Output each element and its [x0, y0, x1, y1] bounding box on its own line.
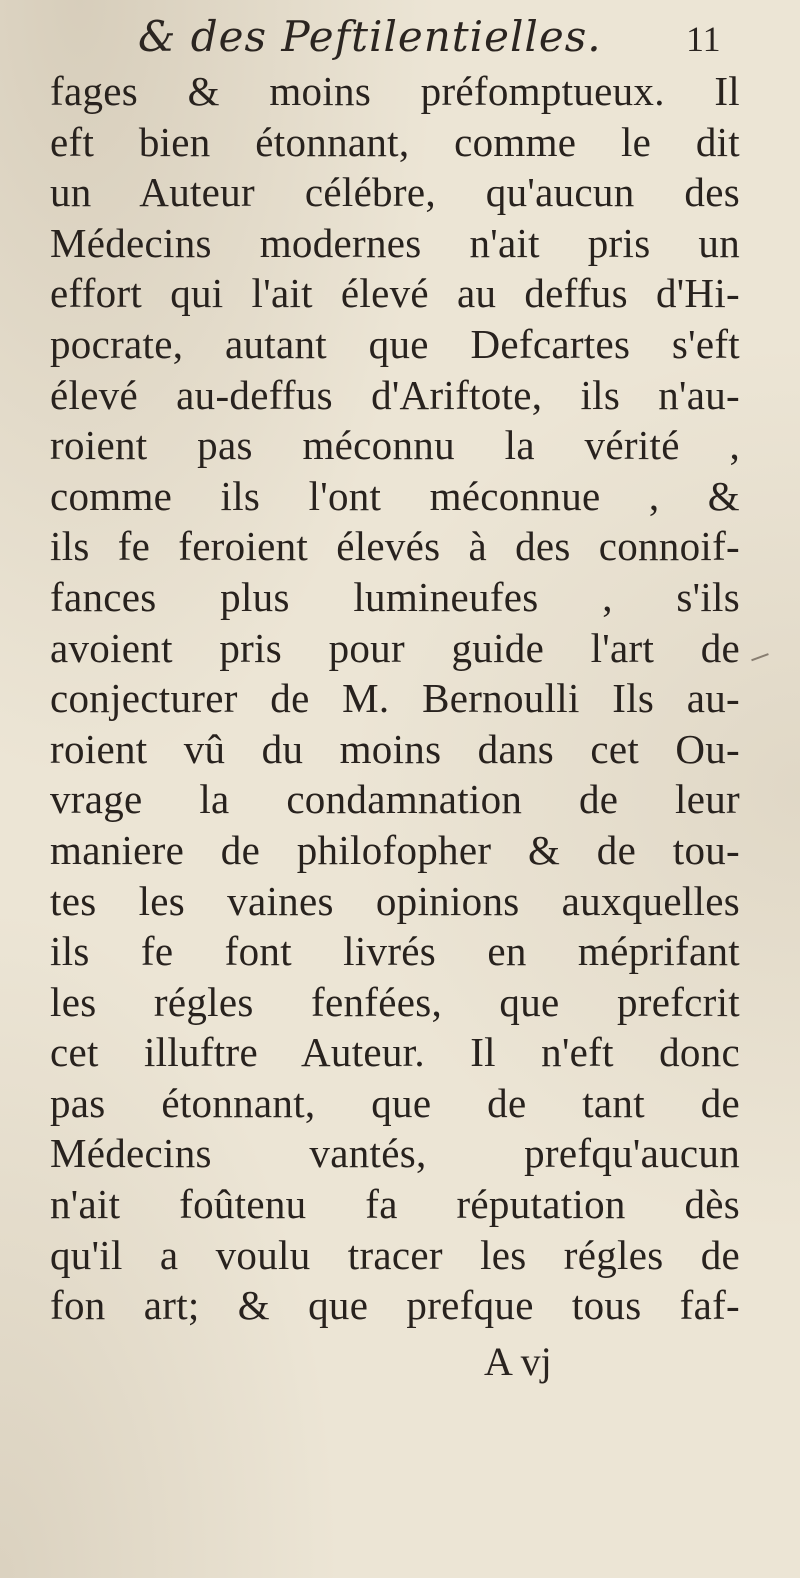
text-line: conjecturer de M. Bernoulli Ils au- — [50, 675, 740, 722]
page-number: 11 — [686, 19, 721, 59]
text-line: comme ils l'ont méconnue , & — [50, 472, 740, 519]
text-line: vrage la condamnation de leur — [50, 776, 740, 823]
text-line: maniere de philofopher & de tou- — [50, 826, 740, 873]
page-header — [0, 12, 800, 68]
text-line: fances plus lumineufes , s'ils — [50, 573, 740, 620]
text-line: eft bien étonnant, comme le dit — [50, 118, 740, 165]
text-line: ils fe font livrés en méprifant — [50, 928, 740, 975]
text-line: ils fe feroient élevés à des connoif- — [50, 523, 740, 570]
text-line: roient vû du moins dans cet Ou- — [50, 725, 740, 772]
text-line: pas étonnant, que de tant de — [50, 1079, 740, 1126]
text-line: les régles fenfées, que prefcrit — [50, 978, 740, 1025]
text-line: pocrate, autant que Defcartes s'eft — [50, 320, 740, 367]
text-line: tes les vaines opinions auxquelles — [50, 877, 740, 924]
margin-ink-mark — [751, 653, 771, 667]
text-line: Médecins vantés, prefqu'aucun — [50, 1130, 740, 1177]
text-line: élevé au-deffus d'Ariftote, ils n'au- — [50, 371, 740, 418]
text-line: fon art; & que prefque tous faf- — [50, 1282, 740, 1329]
text-line: un Auteur célébre, qu'aucun des — [50, 169, 740, 216]
text-line: roient pas méconnu la vérité , — [50, 422, 740, 469]
text-line: n'ait foûtenu fa réputation dès — [50, 1181, 740, 1228]
text-line: cet illuftre Auteur. Il n'eft donc — [50, 1029, 740, 1076]
text-line: qu'il a voulu tracer les régles de — [50, 1231, 740, 1278]
text-line: avoient pris pour guide l'art de — [50, 624, 740, 671]
signature-mark: A vj — [484, 1339, 552, 1384]
body-text — [50, 66, 740, 1331]
text-line: effort qui l'ait élevé au deffus d'Hi- — [50, 270, 740, 317]
running-title: & des Peftilentielles. — [138, 12, 602, 61]
text-line: Médecins modernes n'ait pris un — [50, 219, 740, 266]
text-line: fages & moins préfomptueux. Il — [50, 68, 740, 114]
